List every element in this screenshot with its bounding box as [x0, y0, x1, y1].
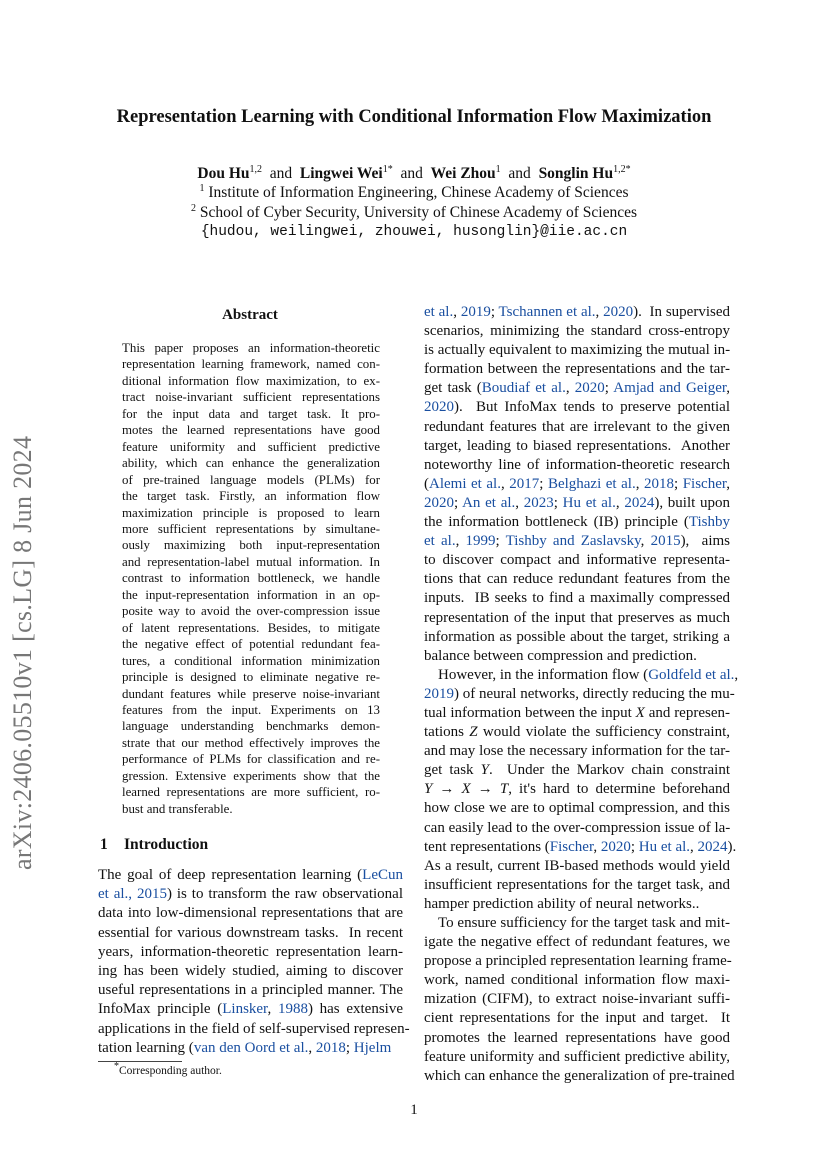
text-run: inputs. IB seeks to find a maximally compressed: [424, 590, 730, 607]
text-run: ing has been widely studied, aiming to discover: [98, 963, 403, 980]
abstract-line: representation learning framework, named con-: [122, 357, 380, 372]
text-line: [424, 685, 735, 704]
text-run: ;: [345, 1039, 354, 1056]
citation-link[interactable]: 2020: [603, 304, 634, 320]
text-run: ,: [726, 380, 731, 397]
text-line: [98, 1020, 410, 1039]
abstract-line: strate that our method effectively improves the: [122, 735, 380, 750]
abstract-line: more sufficient representations by simultane-: [122, 521, 380, 536]
text-line: [424, 857, 730, 876]
citation-link[interactable]: 2017: [509, 475, 540, 492]
text-run: ,: [308, 1039, 316, 1056]
footnote-text: Corresponding author.: [119, 1065, 222, 1077]
text-run: ,: [690, 838, 698, 855]
paragraph: [424, 303, 730, 666]
abstract-line: contrast to information bottleneck, we handle: [122, 571, 380, 586]
text-line: [98, 885, 403, 904]
text-line: [424, 1067, 735, 1086]
text-line: [424, 589, 730, 608]
text-run: . Under the Markov chain constraint: [488, 762, 730, 779]
paragraph: [424, 666, 739, 914]
text-line: [98, 924, 403, 943]
citation-link[interactable]: 2020: [424, 494, 454, 511]
footnote-divider: [98, 1061, 182, 1062]
math-variable: Y: [424, 781, 433, 798]
text-line: [98, 1000, 403, 1019]
text-run: ;: [674, 475, 683, 492]
arxiv-identifier-stamp: arXiv:2406.05510v1 [cs.LG] 8 Jun 2024: [8, 435, 37, 870]
citation-link[interactable]: Tschannen et al.: [498, 304, 596, 320]
text-run: can easily lead to the over-compression issue of la-: [424, 819, 731, 836]
citation-link[interactable]: 2018: [315, 1039, 346, 1056]
text-line: [424, 1009, 730, 1028]
text-run: information as possible about the target, striking a: [424, 628, 730, 645]
math-variable: T: [499, 781, 509, 798]
citation-link[interactable]: 2015: [650, 533, 681, 550]
citation-link[interactable]: Linsker: [222, 1001, 268, 1018]
citation-link[interactable]: 2020: [424, 399, 454, 416]
citation-link[interactable]: An et al.: [462, 494, 516, 511]
text-run: the information bottleneck (IB) principle (: [424, 514, 689, 531]
citation-link[interactable]: 1999: [465, 533, 496, 550]
text-run: ,: [565, 380, 575, 397]
abstract-line: bust and transferable.: [122, 801, 233, 816]
text-run: years, information-theoretic representation learn-: [98, 943, 403, 960]
citation-link[interactable]: Tishby and Zaslavsky: [505, 533, 641, 550]
text-run: ) of neural networks, directly reducing the mu-: [454, 685, 735, 702]
abstract-line: motes the learned representations have good: [122, 423, 380, 438]
text-line: [424, 494, 730, 513]
text-line: [424, 437, 730, 456]
citation-link[interactable]: 2023: [523, 494, 554, 511]
text-run: To ensure sufficiency for the target task and mit-: [438, 915, 730, 931]
footnote-mark: *: [114, 1061, 119, 1073]
text-run: ,: [726, 475, 731, 492]
text-line: [424, 704, 730, 723]
abstract-line: dundant features while preserve noise-invariant: [122, 686, 380, 701]
author-list: [0, 165, 828, 183]
text-line: [424, 1048, 730, 1067]
text-run: →: [470, 781, 500, 798]
text-run: insufficient representations for the target task, and: [424, 876, 730, 893]
text-run: is actually equivalent to maximizing the mutual in-: [424, 342, 731, 359]
affiliation-1-marker: 1: [199, 182, 205, 194]
citation-link[interactable]: Boudiaf et al.: [481, 380, 566, 397]
text-line: [424, 532, 730, 551]
abstract-line: ditional information flow maximization, to ex-: [122, 373, 380, 388]
text-run: (: [424, 475, 429, 492]
text-run: ,: [593, 838, 601, 855]
paragraph: [424, 914, 735, 1086]
text-run: ,: [635, 475, 644, 492]
abstract-line: principle is designed to eliminate negative re-: [122, 670, 380, 685]
text-run: would violate the sufficiency constraint,: [477, 724, 730, 741]
abstract-line: posite way to avoid the over-compression issue: [122, 604, 380, 619]
text-run: ;: [495, 533, 506, 550]
text-run: how close we are to optimal compression, and this: [424, 800, 730, 817]
text-run: work, named conditional information flow maxi-: [424, 972, 730, 989]
text-run: balance between compression and prediction.: [424, 647, 697, 664]
text-run: ;: [490, 304, 499, 320]
text-line: [424, 570, 730, 589]
author-affiliation-marker: 1,2: [249, 163, 263, 175]
abstract-line: ously maximizing both input-representation: [122, 538, 380, 553]
text-line: [424, 990, 730, 1009]
abstract-line: features from the input. Experiments on 13: [122, 702, 380, 717]
text-run: redundant features that are irrelevant to the given: [424, 418, 730, 435]
text-line: [98, 943, 403, 962]
text-run: ,: [500, 475, 510, 492]
abstract-line: maximization principle is proposed to learn: [122, 505, 380, 520]
paper-title: Representation Learning with Conditional Information Flow Maximization: [116, 107, 712, 127]
text-line: [424, 456, 730, 475]
text-run: ). But InfoMax tends to preserve potential: [454, 399, 730, 416]
affiliation-2-text: School of Cyber Security, University of Chinese Academy of Sciences: [199, 204, 638, 221]
text-run: essential for various downstream tasks. In recent: [98, 924, 403, 941]
affiliation-2-marker: 2: [190, 202, 196, 214]
abstract-line: performance of PLMs for classification and re-: [122, 752, 380, 767]
text-line: [424, 379, 730, 398]
citation-link[interactable]: Alemi et al.: [429, 475, 501, 492]
text-line: [424, 838, 737, 857]
abstract-line: of pre-trained language models (PLMs) for: [122, 472, 380, 487]
text-run: ,: [734, 666, 739, 683]
citation-link[interactable]: 2018: [644, 475, 674, 492]
page-number: 1: [410, 1102, 418, 1118]
text-run: ,: [640, 533, 651, 550]
abstract-body: [122, 340, 380, 817]
text-run: tions that can reduce redundant features from the: [424, 571, 730, 588]
author-name: Wei Zhou: [430, 165, 496, 182]
citation-link[interactable]: Tishby: [688, 514, 730, 531]
abstract-line: gression. Extensive experiments show that the: [122, 768, 380, 783]
author-separator: and: [392, 165, 431, 182]
text-run: to discover compact and informative representa-: [424, 552, 730, 569]
text-run: ), built upon: [654, 494, 731, 511]
citation-link[interactable]: Fischer: [682, 475, 727, 492]
citation-link[interactable]: 2020: [574, 380, 605, 397]
citation-link[interactable]: LeCun: [362, 867, 403, 883]
citation-link[interactable]: et al.: [424, 533, 456, 550]
text-run: The goal of deep representation learning (: [98, 867, 363, 883]
affiliation-1-text: Institute of Information Engineering, Chinese Academy of Sciences: [208, 184, 629, 201]
text-line: [98, 1039, 403, 1058]
text-run: igate the negative effect of redundant features, we: [424, 934, 730, 951]
text-run: ,: [595, 304, 604, 320]
author-separator: and: [262, 165, 300, 182]
text-run: As a result, current IB-based methods would yield: [424, 857, 730, 874]
text-run: applications in the field of self-supervised represen-: [98, 1020, 410, 1037]
author-separator: and: [500, 165, 539, 182]
citation-link[interactable]: van den Oord et al.: [193, 1039, 309, 1056]
text-run: representation of the input that preserves as much: [424, 609, 730, 626]
text-line: [98, 904, 403, 923]
citation-link[interactable]: Hu et al.: [562, 494, 616, 511]
section-heading-introduction: [100, 836, 208, 854]
text-line: [424, 418, 730, 437]
math-variable: Y: [480, 762, 489, 779]
author-affiliation-marker: 1,2*: [613, 163, 631, 175]
text-run: ;: [553, 494, 563, 511]
text-line: [424, 952, 730, 971]
text-run: cient representations for the input and target. It: [424, 1010, 730, 1027]
text-line: [424, 819, 730, 838]
abstract-line: This paper proposes an information-theoretic: [122, 341, 380, 355]
citation-link[interactable]: Hjelm: [353, 1039, 392, 1056]
citation-link[interactable]: 2020: [600, 838, 631, 855]
text-line: [424, 876, 730, 895]
author-emails: {hudou, weilingwei, zhouwei, husonglin}@iie.ac.cn: [200, 224, 628, 240]
text-run: ) is to transform the raw observational: [166, 886, 403, 903]
text-run: InfoMax principle (: [98, 1001, 223, 1018]
text-run: tent representations (: [424, 838, 550, 855]
text-line: [424, 742, 730, 761]
footnote: [114, 1061, 222, 1077]
citation-link[interactable]: 2019: [424, 685, 454, 702]
text-run: ), aims: [680, 533, 731, 550]
text-run: ,: [453, 304, 461, 320]
text-run: ,: [267, 1001, 278, 1018]
text-run: and represen-: [644, 704, 730, 721]
section-title: Introduction: [124, 836, 209, 853]
text-run: mization (CIFM), to extract noise-invariant suffi-: [424, 991, 730, 1008]
section-number: 1: [100, 836, 108, 853]
text-run: which can enhance the generalization of pre-trained: [424, 1067, 735, 1084]
text-line: [424, 723, 730, 742]
text-line: [424, 475, 730, 494]
abstract-heading: Abstract: [222, 307, 278, 323]
text-run: tation learning (: [98, 1039, 194, 1056]
text-line: [424, 971, 730, 990]
citation-link[interactable]: Goldfeld et al.: [648, 666, 735, 683]
text-run: , it's hard to determine beforehand: [508, 781, 730, 798]
text-line: [98, 866, 403, 885]
text-line: [424, 360, 730, 379]
text-run: ,: [515, 494, 524, 511]
abstract-line: ability, which can enhance the generalization: [122, 456, 380, 471]
citation-link[interactable]: et al., 2015: [98, 886, 167, 903]
author-affiliation-marker: 1*: [382, 163, 393, 175]
text-run: hamper prediction ability of neural networks..: [424, 895, 700, 912]
text-line: [424, 780, 730, 799]
citation-link[interactable]: Fischer: [549, 838, 594, 855]
text-run: target, leading to biased representations. Another: [424, 437, 730, 454]
abstract-line: of latent representations. Besides, to mitigate: [122, 620, 380, 635]
text-line: [424, 895, 730, 914]
text-run: data into low-dimensional representations that are: [98, 905, 403, 922]
author-affiliation-marker: 1: [495, 163, 501, 175]
text-run: and may lose the necessary information for the tar-: [424, 743, 730, 760]
citation-link[interactable]: Belghazi et al.: [547, 475, 636, 492]
abstract-line: learned representations are more sufficient, ro-: [122, 785, 380, 800]
abstract-line: the input-representation information in an op-: [122, 587, 380, 602]
text-run: get task: [424, 762, 481, 779]
abstract-line: the negative effect of potential redundant fea-: [122, 637, 380, 652]
citation-link[interactable]: Amjad and Geiger: [613, 380, 727, 397]
text-line: [98, 962, 403, 981]
affiliation-2: [0, 204, 828, 222]
text-line: [424, 1029, 730, 1048]
text-run: ).: [727, 838, 737, 855]
abstract-line: language understanding benchmarks demon-: [122, 719, 380, 734]
text-line: [424, 799, 730, 818]
text-run: ;: [604, 380, 614, 397]
text-run: propose a principled representation learning frame-: [424, 953, 732, 970]
text-run: get task (: [424, 380, 482, 397]
text-run: ). In supervised: [633, 304, 730, 320]
text-line: [424, 322, 730, 341]
text-line: [424, 933, 730, 952]
introduction-paragraph: [98, 866, 410, 1058]
text-run: →: [432, 781, 462, 798]
abstract-line: feature uniformity and sufficient predictive: [122, 439, 380, 454]
text-run: feature uniformity and sufficient predictive ability,: [424, 1048, 730, 1065]
math-variable: X: [461, 781, 471, 798]
author-name: Dou Hu: [197, 165, 250, 182]
text-line: [424, 303, 730, 322]
text-line: [424, 628, 730, 647]
text-line: [424, 666, 739, 685]
text-run: ,: [455, 533, 466, 550]
text-run: formation between the representations and the tar-: [424, 361, 730, 378]
text-line: [98, 981, 403, 1000]
text-line: [424, 551, 730, 570]
text-line: [424, 609, 730, 628]
math-variable: X: [635, 704, 645, 721]
text-run: ;: [454, 494, 463, 511]
text-line: [424, 513, 730, 532]
text-run: promotes the learned representations have good: [424, 1029, 730, 1046]
citation-link[interactable]: Hu et al.: [638, 838, 691, 855]
text-run: ) has extensive: [307, 1001, 404, 1018]
text-line: [424, 914, 730, 933]
abstract-line: for the input data and target task. It pro-: [122, 406, 380, 421]
citation-link[interactable]: 2024: [697, 838, 728, 855]
author-name: Songlin Hu: [538, 165, 614, 182]
abstract-line: the target task. Firstly, an information flow: [122, 489, 380, 504]
text-line: [424, 341, 730, 360]
math-variable: Z: [469, 724, 478, 741]
text-run: tual information between the input: [424, 704, 636, 721]
text-run: useful representations in a principled manner. The: [98, 982, 403, 999]
text-run: noteworthy line of information-theoretic research: [424, 456, 730, 473]
citation-link[interactable]: 2024: [624, 494, 655, 511]
text-line: [424, 761, 730, 780]
text-run: ;: [539, 475, 548, 492]
text-line: [424, 647, 730, 666]
text-run: tations: [424, 724, 470, 741]
text-line: [424, 398, 730, 417]
abstract-line: tract noise-invariant sufficient representations: [122, 390, 380, 405]
citation-link[interactable]: 1988: [277, 1001, 308, 1018]
author-name: Lingwei Wei: [299, 165, 383, 182]
citation-link[interactable]: et al.: [424, 304, 454, 320]
affiliation-1: [0, 184, 828, 202]
abstract-line: tures, a conditional information minimization: [122, 653, 380, 668]
citation-link[interactable]: 2019: [460, 304, 491, 320]
right-column-body: [424, 303, 739, 1086]
text-run: ;: [630, 838, 639, 855]
text-run: ,: [615, 494, 625, 511]
text-run: scenarios, minimizing the standard cross-entropy: [424, 323, 730, 340]
abstract-line: and representation-label mutual information. In: [122, 554, 380, 569]
text-run: However, in the information flow (: [438, 666, 649, 683]
